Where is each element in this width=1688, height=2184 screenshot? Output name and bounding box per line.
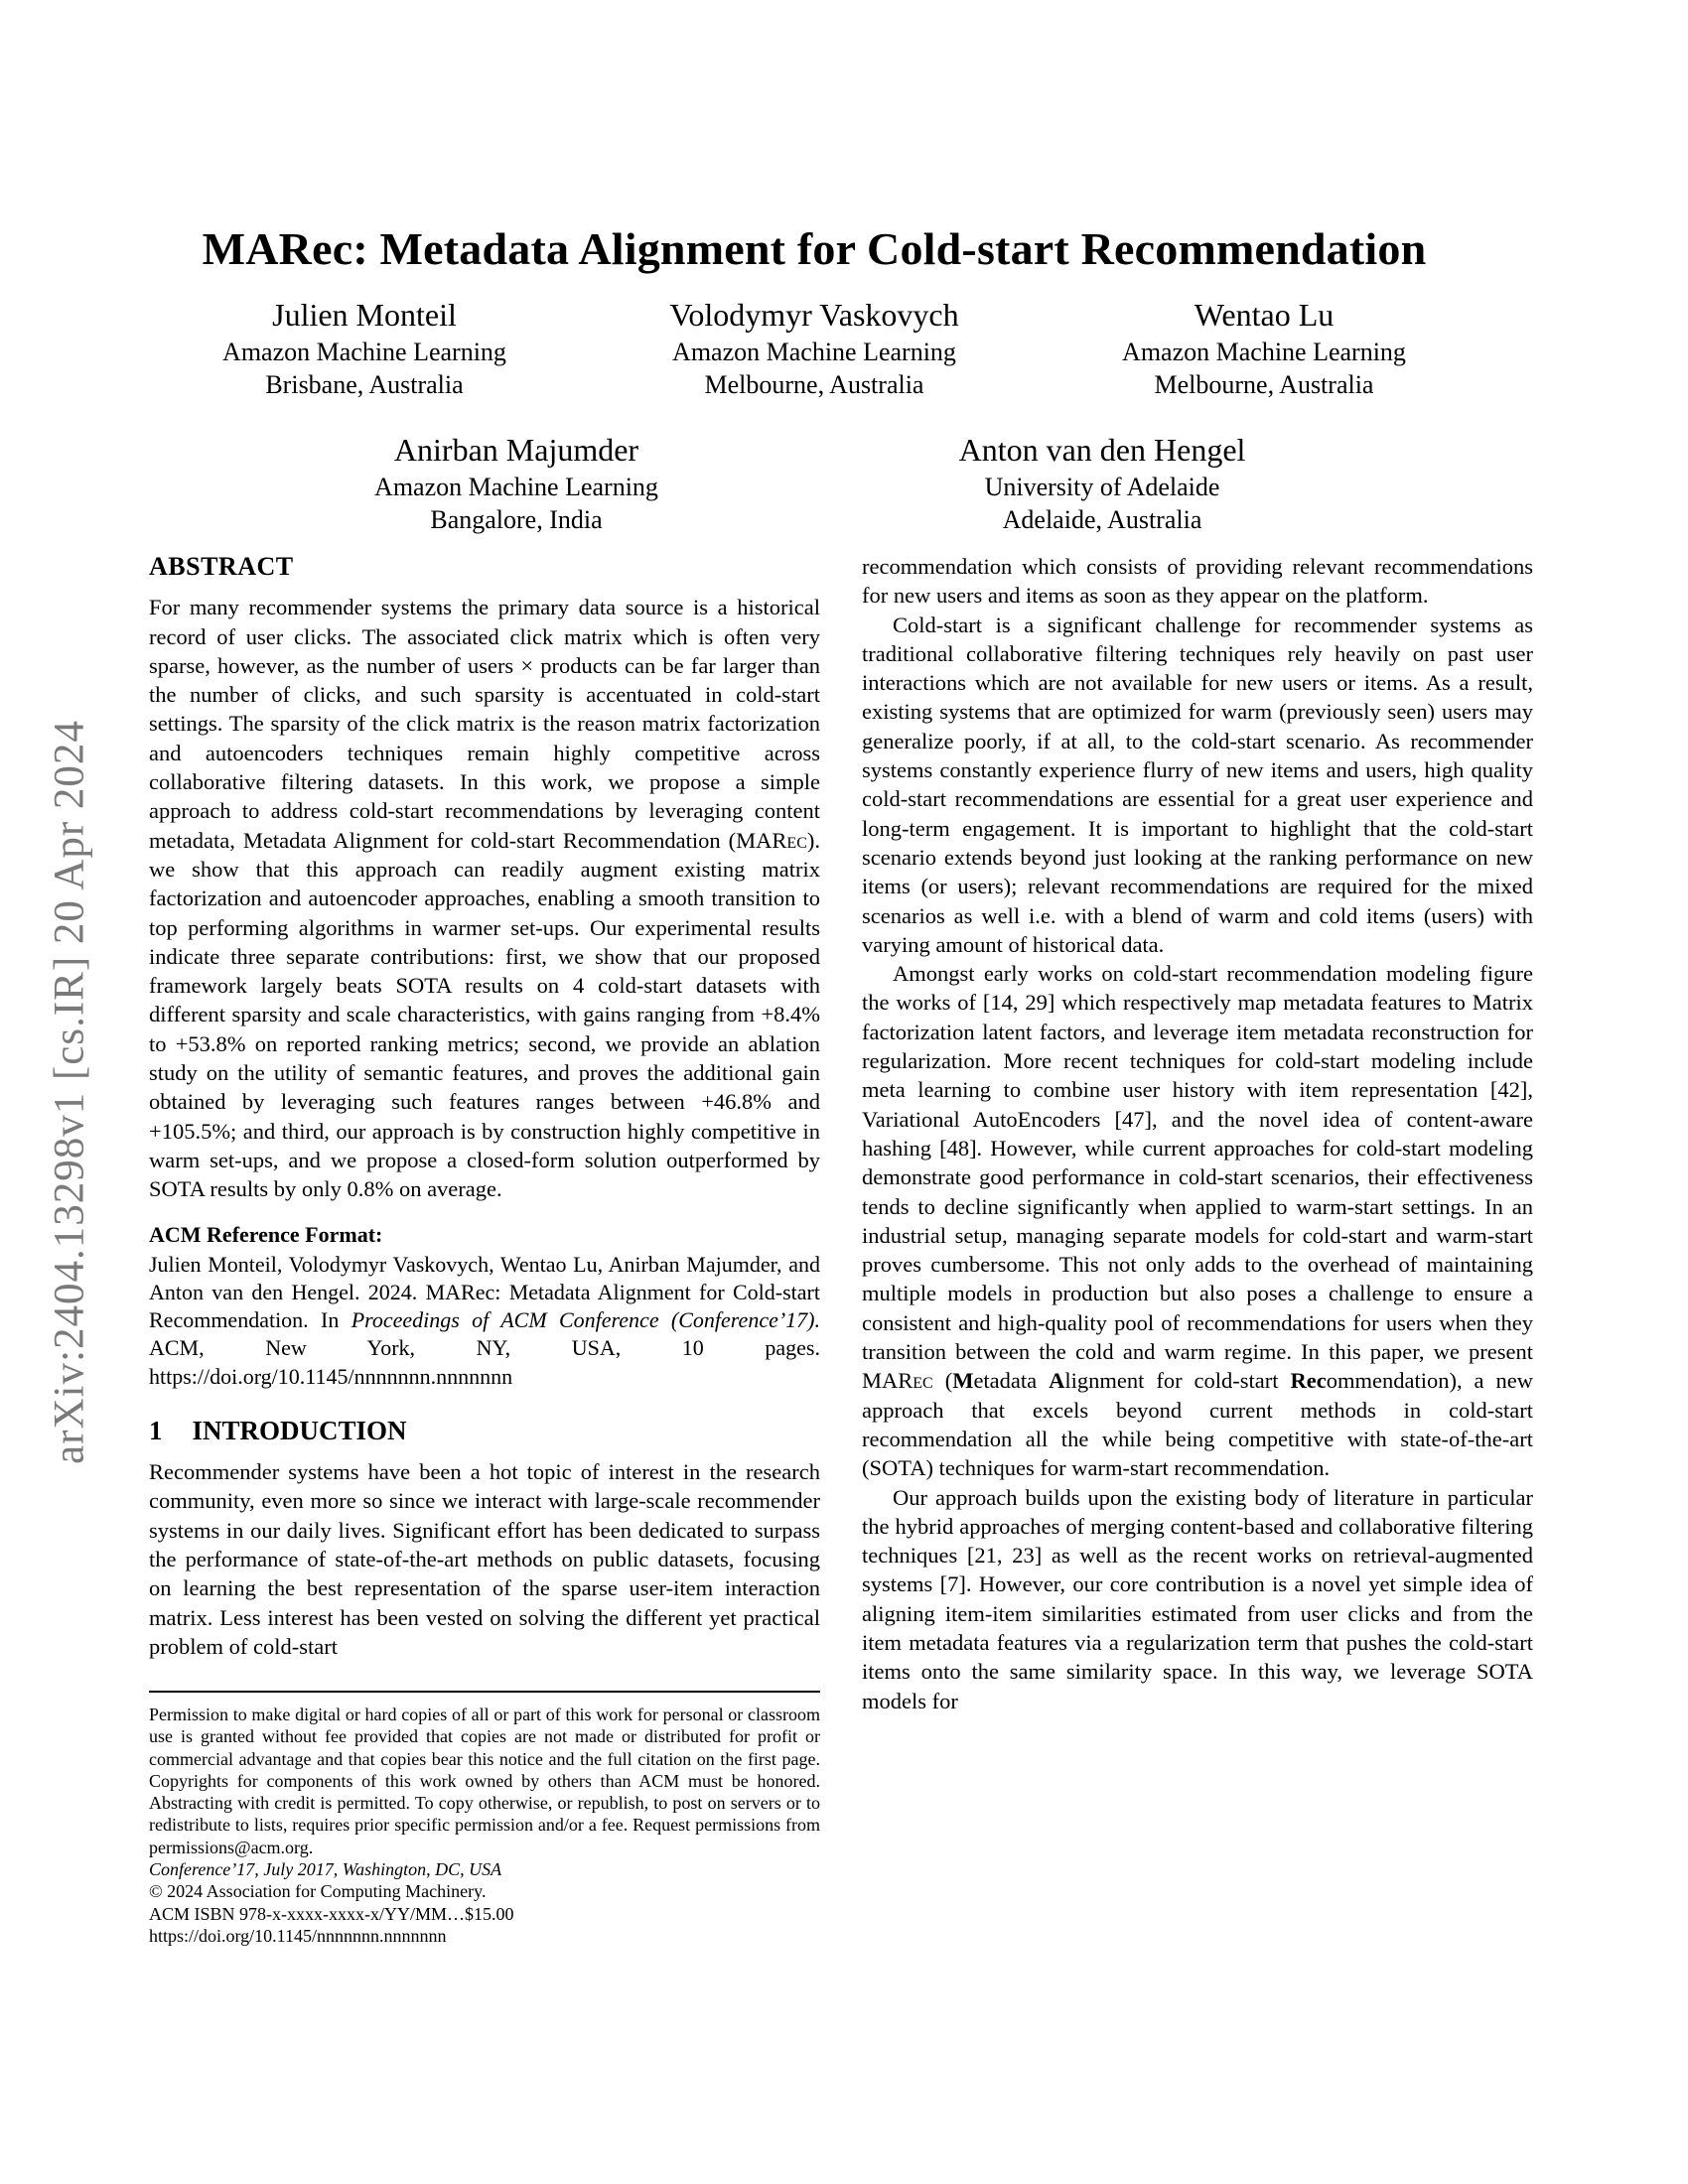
footnote-conference-line: Conference’17, July 2017, Washington, DC, USA <box>149 1859 502 1880</box>
author-block <box>599 294 1030 401</box>
permission-text: Permission to make digital or hard copies of all or part of this work for personal or classroom use is granted without fee provided that copies are not made or distributed for profit or commercial advantage and that copies bear this notice and the full citation on the first page. Copyrights for components of this work owned by others than ACM must be honored. Abstracting with credit is permitted. To copy otherwise, or republish, to post on servers or to redistribute to lists, requires prior specific permission and/or a fee. Request permissions from permissions@acm.org. <box>149 1705 820 1857</box>
intro-paragraph-left: Recommender systems have been a hot topic of interest in the research community, even more so since we interact with large-scale recommender systems in our daily lives. Significant effort has been dedicated to surpass the performance of state-of-the-art methods on public datasets, focusing on learning the best representation of the sparse user-item interaction matrix. Less interest has been vested on solving the different yet practical problem of cold-start <box>149 1459 820 1659</box>
author-affiliation: Amazon Machine Learning <box>374 473 658 501</box>
right-column <box>862 552 1533 1715</box>
author-name: Wentao Lu <box>1194 297 1335 333</box>
author-block <box>1049 294 1479 401</box>
author-block <box>367 429 665 536</box>
section-title: INTRODUCTION <box>192 1415 407 1445</box>
author-name: Anton van den Hengel <box>958 432 1246 468</box>
intro-paragraph-2: Cold-start is a significant challenge for recommender systems as traditional collaborative filtering techniques rely heavily on past user interactions which are not available for new users or items. As a result, existing systems that are optimized for warm (previously seen) users may generalize poorly, if at all, to the cold-start scenario. As recommender systems constantly experience flurry of new items and users, high quality cold-start recommendations are essential for a great user experience and long-term engagement. It is important to highlight that the cold-start scenario extends beyond just looking at the ranking performance on new items (or users); relevant recommendations are required for the mixed scenarios as well i.e. with a blend of warm and cold items (users) with varying amount of historical data. <box>862 612 1533 957</box>
intro-paragraph-4: Our approach builds upon the existing body of literature in particular the hybrid approaches of merging content-based and collaborative filtering techniques [21, 23] as well as the recent works on retrieval-augmented systems [7]. However, our core contribution is a novel yet simple idea of aligning item-item similarities estimated from user clicks and from the item metadata features via a regularization term that pushes the cold-start items onto the same similarity space. In this way, we leverage SOTA models for <box>862 1484 1533 1713</box>
author-city: Brisbane, Australia <box>265 370 464 399</box>
author-city: Adelaide, Australia <box>1002 505 1202 534</box>
arxiv-watermark: arXiv:2404.13298v1 [cs.IR] 20 Apr 2024 <box>46 720 93 1464</box>
author-affiliation: Amazon Machine Learning <box>672 338 956 366</box>
left-column <box>149 552 820 1661</box>
abstract-heading: ABSTRACT <box>149 552 294 581</box>
intro-paragraph-continuation: recommendation which consists of providing relevant recommendations for new users and items as soon as they appear on the platform. <box>862 554 1533 609</box>
author-affiliation: University of Adelaide <box>984 473 1220 501</box>
author-name: Julien Monteil <box>272 297 457 333</box>
abstract-text: For many recommender systems the primary data source is a historical record of user clicks. The associated click matrix which is often very sparse, however, as the number of users × products can be far larger than the number of clicks, and such sparsity is accentuated in cold-start settings. The sparsity of the click matrix is the reason matrix factorization and autoencoders techniques remain highly competitive across collaborative filtering datasets. In this work, we propose a simple approach to address cold-start recommendations by leveraging content metadata, Metadata Alignment for cold-start Recommendation (MARec). we show that this approach can readily augment existing matrix factorization and autoencoder approaches, enabling a smooth transition to top performing algorithms in warmer set-ups. Our experimental results indicate three separate contributions: first, we show that our proposed framework largely beats SOTA results on 4 cold-start datasets with different sparsity and scale characteristics, with gains ranging from +8.4% to +53.8% on reported ranking metrics; second, we provide an ablation study on the utility of semantic features, and proves the additional gain obtained by leveraging such features ranges between +46.8% and +105.5%; and third, our approach is by construction highly competitive in warm set-ups, and we propose a closed-form solution outperformed by SOTA results by only 0.8% on average. <box>149 595 820 1202</box>
author-name: Volodymyr Vaskovych <box>669 297 959 333</box>
footnote-copyright-line: © 2024 Association for Computing Machinery. <box>149 1881 487 1902</box>
author-block <box>149 294 580 401</box>
author-name: Anirban Majumder <box>393 432 639 468</box>
introduction-heading <box>149 1417 820 1445</box>
author-city: Melbourne, Australia <box>1154 370 1374 399</box>
author-affiliation: Amazon Machine Learning <box>222 338 506 366</box>
intro-paragraph-3: Amongst early works on cold-start recommendation modeling figure the works of [14, 29] which respectively map metadata features to Matrix factorization latent factors, and leverage item metadata reconstruction for regularization. More recent techniques for cold-start modeling include meta learning to combine user history with item representation [42], Variational AutoEncoders [47], and the novel idea of content-aware hashing [48]. However, while current approaches for cold-start modeling demonstrate good performance in cold-start scenarios, their effectiveness tends to decline significantly when applied to warm-start settings. In an industrial setup, managing separate models for cold-start and warm-start proves cumbersome. This not only adds to the overhead of maintaining multiple models in production but also poses a challenge to ensure a consistent and high-quality pool of recommendations for users when they transition between the cold and warm regime. In this paper, we present MARec (Metadata Alignment for cold-start Recommendation), a new approach that excels beyond current methods in cold-start recommendation all the while being competitive with state-of-the-art (SOTA) techniques for warm-start recommendation. <box>862 961 1533 1481</box>
authors-row-1 <box>149 294 1479 401</box>
author-city: Melbourne, Australia <box>704 370 924 399</box>
acm-reference-text: Julien Monteil, Volodymyr Vaskovych, Wentao Lu, Anirban Majumder, and Anton van den Hengel. 2024. MARec: Metadata Alignment for Cold-start Recommendation. In Proceedings of ACM Conference (Conference’17). ACM, New York, NY, USA, 10 pages. https://doi.org/10.1145/nnnnnnn.nnnnnnn <box>149 1251 820 1389</box>
author-city: Bangalore, India <box>430 505 603 534</box>
footnote-doi-link[interactable]: https://doi.org/10.1145/nnnnnnn.nnnnnnn <box>149 1925 447 1946</box>
footnote-isbn-line: ACM ISBN 978-x-xxxx-xxxx-x/YY/MM…$15.00 <box>149 1903 514 1924</box>
paper-title: MARec: Metadata Alignment for Cold-start Recommendation <box>202 223 1427 274</box>
author-block <box>953 429 1251 536</box>
acm-reference-heading: ACM Reference Format: <box>149 1221 383 1247</box>
authors-row-2 <box>149 429 1470 536</box>
section-number: 1 <box>149 1415 163 1445</box>
copyright-footnote <box>149 1691 820 1947</box>
author-affiliation: Amazon Machine Learning <box>1122 338 1406 366</box>
